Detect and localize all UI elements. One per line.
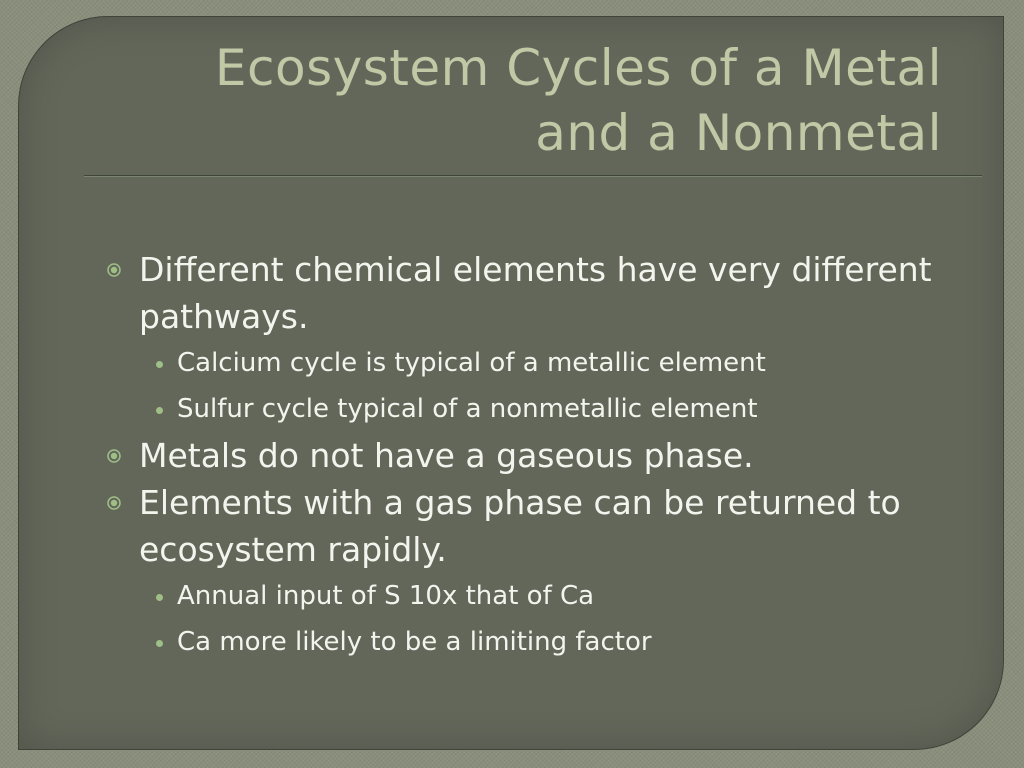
dot-bullet-icon — [156, 640, 163, 647]
circle-bullet-icon — [107, 263, 121, 277]
dot-bullet-icon — [156, 361, 163, 368]
dot-bullet-icon — [156, 407, 163, 414]
bullet-text: Elements with a gas phase can be returned to ecosystem rapidly. — [139, 483, 901, 569]
sub-bullet-text: Calcium cycle is typical of a metallic element — [177, 348, 766, 378]
sub-bullet-item — [104, 573, 984, 619]
bullet-item — [104, 432, 984, 479]
sub-bullet-item — [104, 619, 984, 665]
slide-title — [62, 36, 942, 166]
title-divider — [84, 175, 982, 177]
bullet-text: Metals do not have a gaseous phase. — [139, 436, 754, 475]
sub-bullet-text: Ca more likely to be a limiting factor — [177, 627, 652, 657]
sub-bullet-text: Annual input of S 10x that of Ca — [177, 581, 595, 611]
title-line-1: Ecosystem Cycles of a Metal — [214, 39, 942, 97]
bullet-item — [104, 479, 984, 573]
title-line-2: and a Nonmetal — [535, 104, 942, 162]
bullet-text: Different chemical elements have very different pathways. — [139, 250, 932, 336]
sub-bullet-text: Sulfur cycle typical of a nonmetallic element — [177, 394, 758, 424]
sub-bullet-item — [104, 340, 984, 386]
dot-bullet-icon — [156, 594, 163, 601]
bullet-item — [104, 246, 984, 340]
sub-bullet-item — [104, 386, 984, 432]
slide-panel — [18, 16, 1004, 750]
circle-bullet-icon — [107, 449, 121, 463]
bullet-list — [104, 246, 984, 665]
circle-bullet-icon — [107, 496, 121, 510]
